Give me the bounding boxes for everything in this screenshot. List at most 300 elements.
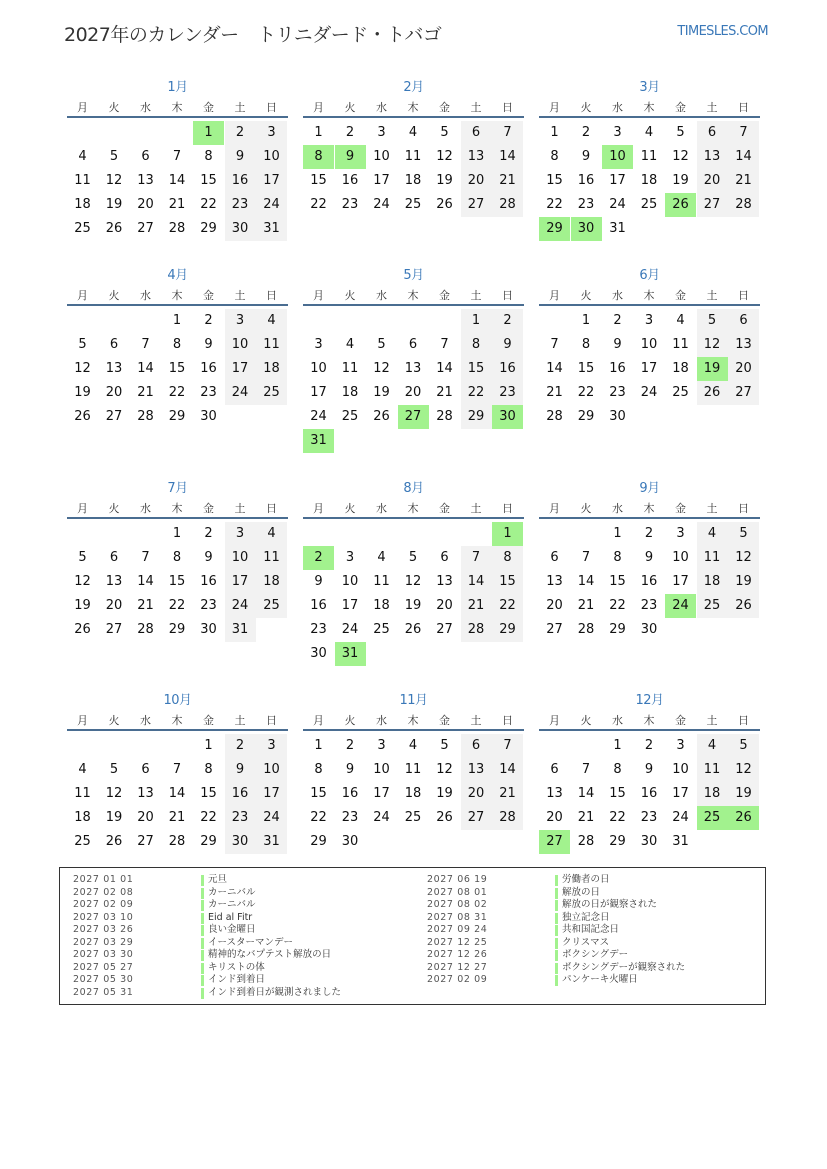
holiday-name: インド到着日が観測されました <box>208 986 342 998</box>
day-cell: 30 <box>310 646 327 661</box>
day-cell: 3 <box>225 522 256 546</box>
day-cell: 9 <box>345 762 355 777</box>
day-cell: 16 <box>310 598 327 613</box>
day-cell: 6 <box>461 121 492 145</box>
day-cell: 26 <box>373 409 390 424</box>
day-cell: 14 <box>137 574 154 589</box>
header-rule <box>67 304 288 306</box>
day-cell: 21 <box>577 598 595 613</box>
day-cell: 16 <box>200 361 217 376</box>
day-cell: 10 <box>373 149 390 164</box>
day-cell: 27 <box>105 409 123 424</box>
weekday-label: 月 <box>313 101 324 114</box>
day-cell: 28 <box>137 622 154 637</box>
day-cell: 14 <box>577 786 595 801</box>
holiday-marker <box>555 925 558 936</box>
day-cell: 3 <box>314 337 323 352</box>
site-logo[interactable]: TIMESLES.COM <box>677 24 768 39</box>
day-cell: 1 <box>204 738 213 753</box>
weekday-label: 月 <box>77 101 88 114</box>
weekday-label: 月 <box>77 502 88 515</box>
weekday-label: 木 <box>171 714 183 727</box>
day-cell: 11 <box>672 337 689 352</box>
day-cell: 30 <box>200 622 217 637</box>
weekday-label: 火 <box>108 502 120 515</box>
day-cell: 5 <box>408 550 418 565</box>
day-cell: 21 <box>461 594 492 618</box>
day-cell: 12 <box>728 546 759 570</box>
day-cell: 2 <box>303 546 334 570</box>
day-cell: 1 <box>550 125 559 140</box>
day-cell: 20 <box>105 385 123 400</box>
weekday-label: 土 <box>234 289 246 302</box>
day-cell: 7 <box>728 121 759 145</box>
weekday-label: 土 <box>706 502 718 515</box>
weekday-label: 月 <box>549 714 560 727</box>
day-cell: 10 <box>640 337 658 352</box>
weekday-label: 金 <box>439 714 450 727</box>
day-cell: 26 <box>728 806 759 830</box>
day-cell: 2 <box>225 121 256 145</box>
day-cell: 11 <box>74 786 91 801</box>
holiday-marker <box>555 913 558 924</box>
day-cell: 30 <box>225 830 256 854</box>
day-cell: 14 <box>492 758 523 782</box>
day-cell: 7 <box>440 337 449 352</box>
day-cell: 18 <box>404 173 422 188</box>
day-cell: 21 <box>168 810 186 825</box>
holiday-marker <box>201 900 204 911</box>
weekday-label: 土 <box>706 714 718 727</box>
day-cell: 1 <box>314 738 323 753</box>
weekday-label: 金 <box>675 502 686 515</box>
day-cell: 23 <box>341 197 359 212</box>
day-cell: 27 <box>697 193 728 217</box>
weekday-label: 日 <box>266 502 277 515</box>
day-cell: 14 <box>137 361 154 376</box>
day-cell: 18 <box>256 357 287 381</box>
holiday-marker <box>555 975 558 986</box>
holiday-date: 2027 02 09 <box>427 974 488 985</box>
day-cell: 19 <box>436 786 453 801</box>
weekday-label: 水 <box>376 101 387 114</box>
day-cell: 24 <box>310 409 327 424</box>
day-cell: 14 <box>436 361 453 376</box>
day-cell: 28 <box>168 834 186 849</box>
day-cell: 18 <box>697 782 728 806</box>
holiday-date: 2027 03 10 <box>73 911 134 923</box>
day-cell: 13 <box>546 786 563 801</box>
weekday-label: 日 <box>266 101 277 114</box>
day-cell: 31 <box>335 642 366 666</box>
holiday-name: カーニバル <box>208 886 256 898</box>
header-rule <box>539 729 760 731</box>
day-cell: 28 <box>492 806 523 830</box>
weekday-label: 水 <box>140 502 151 515</box>
day-cell: 15 <box>577 361 595 376</box>
day-cell: 23 <box>200 598 217 613</box>
holiday-date: 2027 12 27 <box>427 961 488 973</box>
page-title: 2027年のカレンダー トリニダード・トバゴ <box>64 24 442 46</box>
weekday-label: 火 <box>108 714 120 727</box>
holiday-date: 2027 12 25 <box>427 936 488 948</box>
day-cell: 18 <box>672 361 689 376</box>
day-cell: 21 <box>728 169 759 193</box>
weekday-label: 水 <box>612 289 623 302</box>
day-cell: 15 <box>200 173 217 188</box>
day-cell: 3 <box>377 738 386 753</box>
day-cell: 20 <box>436 598 453 613</box>
day-cell: 15 <box>461 357 492 381</box>
day-cell: 26 <box>697 381 728 405</box>
day-cell: 29 <box>609 834 626 849</box>
holiday-date: 2027 05 30 <box>73 974 134 985</box>
weekday-header <box>67 712 288 728</box>
day-cell: 4 <box>644 125 654 140</box>
holiday-marker <box>555 875 558 886</box>
day-cell: 22 <box>310 197 327 212</box>
holiday-date: 2027 12 26 <box>427 949 488 960</box>
weekday-label: 水 <box>140 101 151 114</box>
day-cell: 12 <box>436 149 453 164</box>
day-cell: 26 <box>728 594 759 618</box>
day-cell: 2 <box>225 734 256 758</box>
weekday-label: 木 <box>407 289 419 302</box>
day-cell: 13 <box>461 145 492 169</box>
day-cell: 19 <box>74 598 91 613</box>
day-cell: 14 <box>168 173 186 188</box>
month-name: 1月 <box>167 80 188 95</box>
day-cell: 3 <box>676 526 685 541</box>
weekday-label: 火 <box>580 502 592 515</box>
day-cell: 2 <box>492 309 523 333</box>
day-cell: 10 <box>256 145 287 169</box>
day-cell: 22 <box>609 598 626 613</box>
holiday-marker <box>555 888 558 899</box>
day-cell: 5 <box>78 337 87 352</box>
day-cell: 9 <box>204 550 213 565</box>
day-cell: 31 <box>256 830 287 854</box>
weekday-label: 水 <box>376 502 387 515</box>
day-cell: 8 <box>204 762 213 777</box>
day-cell: 16 <box>609 361 626 376</box>
weekday-label: 日 <box>738 101 749 114</box>
weekday-label: 日 <box>266 289 277 302</box>
weekday-label: 月 <box>313 502 324 515</box>
day-cell: 2 <box>613 313 622 328</box>
day-cell: 27 <box>728 381 759 405</box>
month-name: 8月 <box>403 481 424 496</box>
day-cell: 23 <box>609 385 626 400</box>
day-cell: 12 <box>74 574 91 589</box>
day-cell: 11 <box>640 149 658 164</box>
day-cell: 21 <box>546 385 563 400</box>
day-cell: 3 <box>256 121 287 145</box>
weekday-header <box>303 712 524 728</box>
day-cell: 13 <box>728 333 759 357</box>
weekday-label: 月 <box>549 101 560 114</box>
day-cell: 7 <box>141 337 150 352</box>
day-cell: 28 <box>577 834 595 849</box>
holiday-name: キリストの体 <box>208 961 265 973</box>
day-cell: 7 <box>492 734 523 758</box>
day-cell: 7 <box>581 762 591 777</box>
day-cell: 7 <box>172 149 182 164</box>
header-rule <box>303 517 524 519</box>
day-cell: 31 <box>256 217 287 241</box>
day-cell: 17 <box>256 782 287 806</box>
weekday-label: 火 <box>344 101 356 114</box>
day-cell: 22 <box>577 385 595 400</box>
holiday-marker <box>555 950 558 961</box>
weekday-label: 金 <box>203 101 214 114</box>
day-cell: 11 <box>74 173 91 188</box>
day-cell: 4 <box>78 149 87 164</box>
day-cell: 28 <box>137 409 154 424</box>
weekday-label: 日 <box>738 289 749 302</box>
header-rule <box>67 517 288 519</box>
weekday-label: 日 <box>266 714 277 727</box>
day-cell: 28 <box>492 193 523 217</box>
day-cell: 30 <box>492 405 523 429</box>
holiday-date: 2027 02 08 <box>73 886 134 898</box>
day-cell: 10 <box>341 574 359 589</box>
day-cell: 24 <box>373 197 390 212</box>
day-cell: 20 <box>697 169 728 193</box>
month-name: 3月 <box>639 80 660 95</box>
day-cell: 24 <box>225 594 256 618</box>
weekday-label: 木 <box>407 502 419 515</box>
day-cell: 5 <box>377 337 386 352</box>
day-cell: 6 <box>440 550 449 565</box>
day-cell: 16 <box>341 173 359 188</box>
day-cell: 11 <box>256 546 287 570</box>
weekday-label: 木 <box>171 101 183 114</box>
day-cell: 25 <box>640 197 658 212</box>
day-cell: 1 <box>314 125 323 140</box>
holiday-date: 2027 02 09 <box>73 899 134 910</box>
holiday-marker <box>201 988 204 999</box>
day-cell: 29 <box>168 409 186 424</box>
day-cell: 10 <box>225 333 256 357</box>
holiday-marker <box>555 963 558 974</box>
weekday-label: 木 <box>643 502 655 515</box>
weekday-label: 金 <box>675 714 686 727</box>
day-cell: 25 <box>404 197 422 212</box>
day-cell: 6 <box>109 550 119 565</box>
day-cell: 8 <box>461 333 492 357</box>
weekday-label: 木 <box>643 101 655 114</box>
day-cell: 19 <box>728 782 759 806</box>
day-cell: 3 <box>676 738 685 753</box>
day-cell: 31 <box>225 618 256 642</box>
day-cell: 28 <box>461 618 492 642</box>
day-cell: 21 <box>492 169 523 193</box>
day-cell: 23 <box>310 622 327 637</box>
holiday-name: カーニバル <box>208 899 256 910</box>
weekday-label: 土 <box>706 289 718 302</box>
day-cell: 6 <box>141 762 150 777</box>
day-cell: 30 <box>640 622 658 637</box>
day-cell: 12 <box>105 786 123 801</box>
day-cell: 28 <box>577 622 595 637</box>
day-cell: 4 <box>408 738 418 753</box>
weekday-header <box>67 99 288 115</box>
day-cell: 10 <box>310 361 327 376</box>
day-cell: 23 <box>640 598 658 613</box>
day-cell: 12 <box>105 173 123 188</box>
day-cell: 20 <box>546 598 563 613</box>
day-cell: 24 <box>225 381 256 405</box>
weekday-header <box>539 500 760 516</box>
day-cell: 26 <box>665 193 696 217</box>
day-cell: 30 <box>571 217 602 241</box>
day-cell: 4 <box>256 309 287 333</box>
weekday-header <box>539 712 760 728</box>
day-cell: 5 <box>109 762 119 777</box>
day-cell: 12 <box>728 758 759 782</box>
day-cell: 3 <box>225 309 256 333</box>
day-cell: 28 <box>728 193 759 217</box>
day-cell: 21 <box>137 598 154 613</box>
day-cell: 25 <box>672 385 689 400</box>
day-cell: 14 <box>546 361 563 376</box>
day-cell: 17 <box>672 786 689 801</box>
day-cell: 17 <box>373 786 390 801</box>
weekday-header <box>67 500 288 516</box>
header-rule <box>303 116 524 118</box>
day-cell: 27 <box>105 622 123 637</box>
holiday-marker <box>555 938 558 949</box>
day-cell: 25 <box>697 594 728 618</box>
weekday-label: 水 <box>140 289 151 302</box>
day-cell: 23 <box>225 806 256 830</box>
weekday-label: 月 <box>313 714 324 727</box>
day-cell: 4 <box>78 762 87 777</box>
weekday-label: 水 <box>376 714 387 727</box>
holiday-name: イースターマンデー <box>208 936 294 948</box>
day-cell: 20 <box>105 598 123 613</box>
holiday-date: 2027 09 24 <box>427 924 488 935</box>
day-cell: 6 <box>550 550 559 565</box>
day-cell: 17 <box>310 385 327 400</box>
day-cell: 23 <box>577 197 595 212</box>
weekday-label: 金 <box>675 101 686 114</box>
day-cell: 16 <box>492 357 523 381</box>
day-cell: 15 <box>168 574 186 589</box>
day-cell: 19 <box>105 197 123 212</box>
day-cell: 26 <box>74 409 91 424</box>
weekday-label: 月 <box>313 289 324 302</box>
day-cell: 11 <box>697 758 728 782</box>
day-cell: 10 <box>672 550 689 565</box>
day-cell: 14 <box>168 786 186 801</box>
day-cell: 18 <box>404 786 422 801</box>
day-cell: 8 <box>204 149 213 164</box>
day-cell: 1 <box>193 121 224 145</box>
day-cell: 11 <box>697 546 728 570</box>
day-cell: 9 <box>314 574 323 589</box>
day-cell: 22 <box>609 810 626 825</box>
day-cell: 13 <box>546 574 563 589</box>
holiday-date: 2027 03 26 <box>73 924 134 935</box>
day-cell: 19 <box>105 810 123 825</box>
day-cell: 12 <box>74 361 91 376</box>
day-cell: 5 <box>440 738 449 753</box>
day-cell: 11 <box>256 333 287 357</box>
day-cell: 8 <box>492 546 523 570</box>
header-rule <box>539 116 760 118</box>
weekday-label: 金 <box>439 289 450 302</box>
day-cell: 22 <box>200 197 217 212</box>
day-cell: 12 <box>373 361 390 376</box>
weekday-label: 土 <box>470 101 482 114</box>
day-cell: 31 <box>303 429 334 453</box>
day-cell: 9 <box>644 550 654 565</box>
holiday-marker <box>555 900 558 911</box>
day-cell: 6 <box>697 121 728 145</box>
day-cell: 14 <box>492 145 523 169</box>
day-cell: 13 <box>697 145 728 169</box>
month-name: 4月 <box>167 268 188 283</box>
day-cell: 7 <box>492 121 523 145</box>
day-cell: 9 <box>644 762 654 777</box>
weekday-label: 火 <box>344 714 356 727</box>
day-cell: 3 <box>256 734 287 758</box>
weekday-label: 月 <box>549 289 560 302</box>
weekday-label: 木 <box>171 502 183 515</box>
day-cell: 16 <box>640 786 658 801</box>
weekday-label: 木 <box>643 289 655 302</box>
weekday-label: 日 <box>738 714 749 727</box>
day-cell: 16 <box>640 574 658 589</box>
day-cell: 8 <box>314 762 323 777</box>
day-cell: 10 <box>672 762 689 777</box>
month-name: 2月 <box>403 80 424 95</box>
day-cell: 8 <box>613 550 622 565</box>
weekday-header <box>539 99 760 115</box>
weekday-label: 木 <box>407 101 419 114</box>
weekday-label: 水 <box>612 714 623 727</box>
day-cell: 29 <box>577 409 595 424</box>
day-cell: 18 <box>74 810 91 825</box>
day-cell: 8 <box>613 762 622 777</box>
day-cell: 12 <box>672 149 689 164</box>
day-cell: 12 <box>697 333 728 357</box>
holiday-name: Eid al Fitr <box>208 911 253 923</box>
holiday-name: 共和国記念日 <box>562 924 620 935</box>
holiday-name: ボクシングデーが観察された <box>562 961 686 973</box>
day-cell: 14 <box>577 574 595 589</box>
holiday-name: 精神的なバプテスト解放の日 <box>208 949 332 960</box>
day-cell: 7 <box>581 550 591 565</box>
month-name: 9月 <box>639 481 660 496</box>
day-cell: 16 <box>225 169 256 193</box>
holiday-date: 2027 03 30 <box>73 949 134 960</box>
holiday-marker <box>201 963 204 974</box>
day-cell: 14 <box>461 570 492 594</box>
day-cell: 8 <box>172 337 182 352</box>
month-name: 11月 <box>399 693 428 708</box>
day-cell: 7 <box>461 546 492 570</box>
weekday-label: 火 <box>580 714 592 727</box>
weekday-label: 木 <box>407 714 419 727</box>
day-cell: 27 <box>436 622 453 637</box>
weekday-label: 土 <box>234 714 246 727</box>
header-rule <box>303 304 524 306</box>
day-cell: 19 <box>728 570 759 594</box>
day-cell: 9 <box>581 149 591 164</box>
